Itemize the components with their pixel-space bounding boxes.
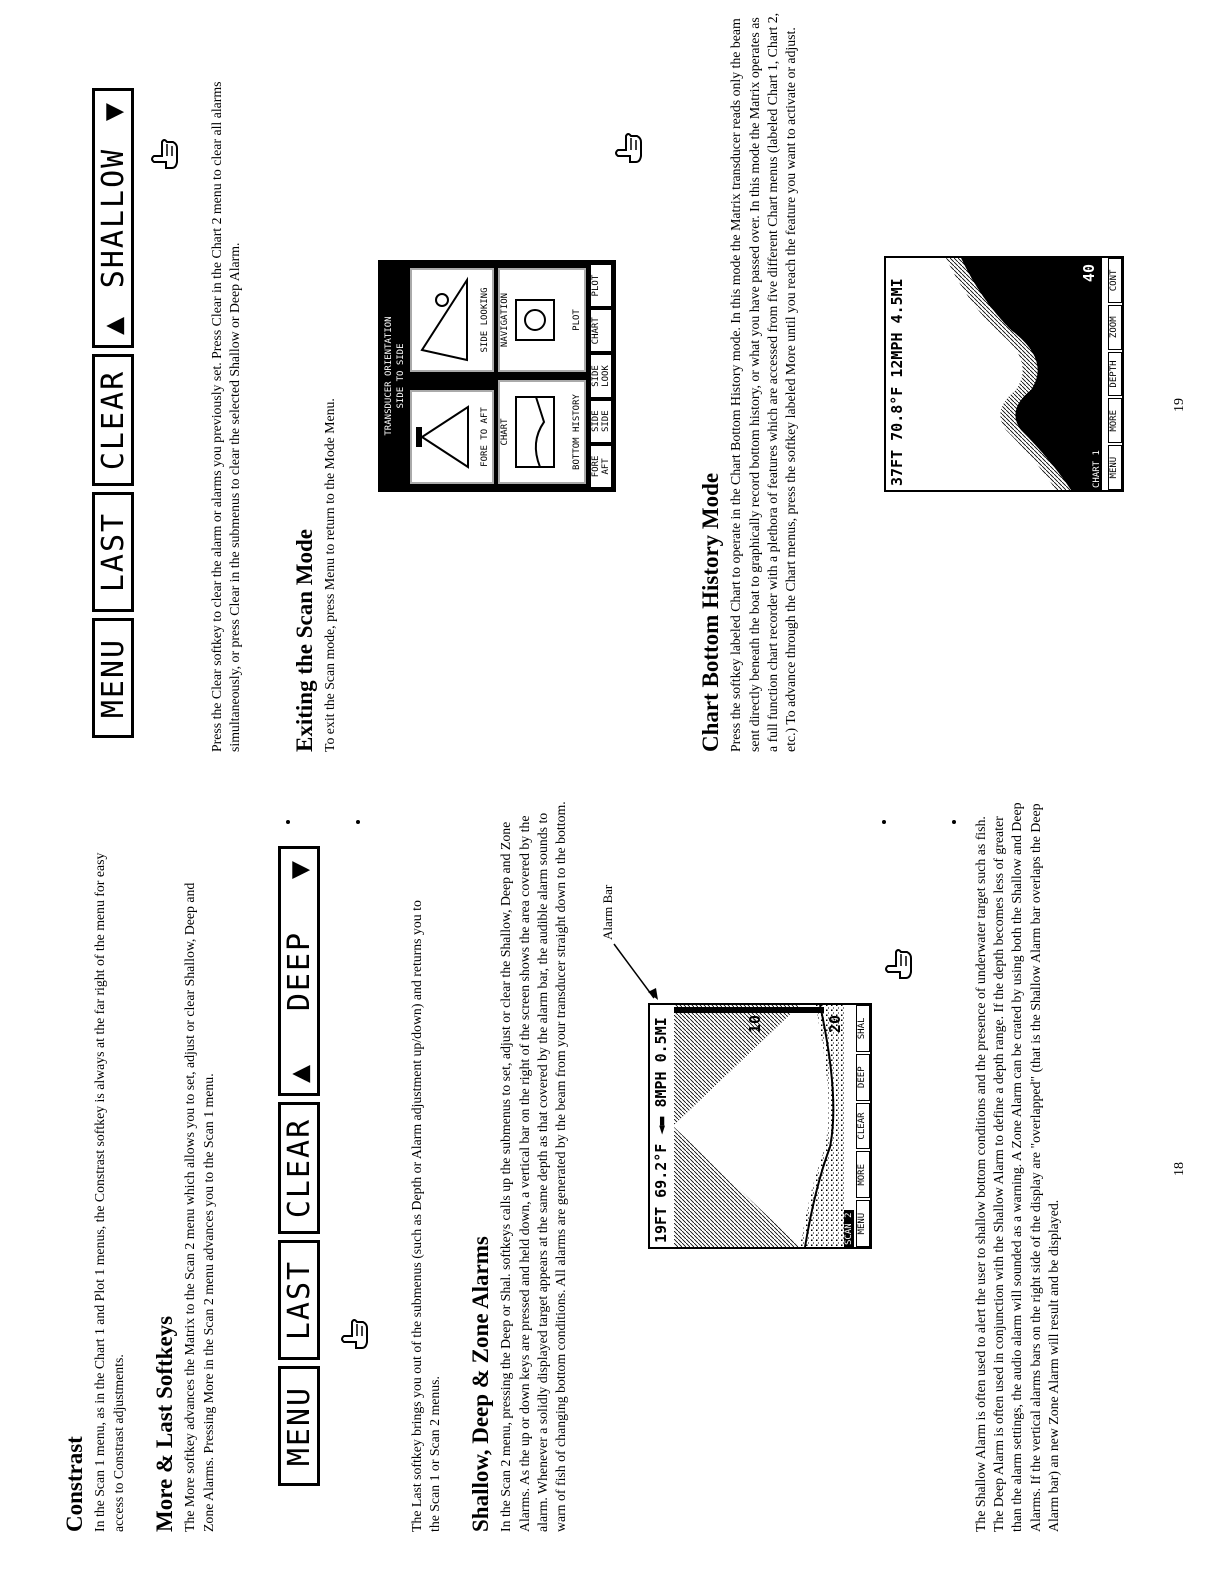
- clear-softkey-2[interactable]: CLEAR: [92, 354, 134, 486]
- binder-hole-mark-3: [882, 820, 886, 824]
- chart-history-section: [698, 12, 800, 752]
- more-last-body: The More softkey advances the Matrix to the Scan 2 menu which allows you to set, adjust or clear Shallow, Deep and Zone Alarms. Pressing More in the Scan 2 menu advances you to the Scan 1 menu.: [182, 882, 216, 1532]
- menu-softkey[interactable]: MENU: [278, 1366, 320, 1486]
- more-last-section: [152, 872, 218, 1532]
- depth-mark-20: 20: [826, 1015, 844, 1034]
- chart-thumbnail-icon: [510, 382, 560, 482]
- fore-aft-tile[interactable]: [410, 390, 494, 484]
- scan2-screen: [648, 1003, 872, 1249]
- scan-clear-button[interactable]: CLEAR: [856, 1103, 870, 1150]
- chart-tile-label: CHART: [500, 418, 510, 446]
- chart-history-body: Press the softkey labeled Chart to operate in the Chart Bottom History mode. In this mode the Matrix transducer reads only the beam sent directly beneath the boat to graphically record bottom history, or what you have passed over. In this mode the Matrix operates as a full function chart recorder with a plethora of features which are accessed from five different Chart menus (labeled Chart 1, Chart 2, etc.) To advance through the Chart menus, press the softkey labeled More until you reach the feature you want to activate or adjust.: [728, 12, 798, 752]
- clear-body: Press the Clear softkey to clear the alarm or alarms you previously set. Press Clear in the Chart 2 menu to clear all alarms simultaneously, or press Clear in the submenus to clear the selected Shallow or Deep Alarm.: [209, 81, 243, 752]
- navigation-tile[interactable]: [498, 268, 586, 372]
- exiting-heading: Exiting the Scan Mode: [292, 529, 317, 752]
- alarm-bar-label: Alarm Bar: [600, 884, 615, 940]
- side-side-button[interactable]: SIDE SIDE: [590, 400, 612, 443]
- side-look-button[interactable]: SIDE LOOK: [590, 354, 612, 397]
- shallow-alarm-body: The Shallow Alarm is often used to alert the user to shallow bottom conditions and the presence of underwater target such as fish. The Deep Alarm is often used in conjunction with the Shallow Alarm to define a depth range. If the depth becomes less of greater than the alarm settings, the audio alarm will sounded as a warning. A Zone Alarm can be crated by using both the Shallow and Deep Alarms. If the vertical alarms bars on the right side of the display are "overlapped" (that is the Shallow Alarm bar overlaps the Deep Alarm bar) an new Zone Alarm will result and be displayed.: [973, 802, 1061, 1532]
- chart1-screen: [884, 256, 1124, 492]
- last-section: [408, 892, 444, 1532]
- fore-to-aft-label: FORE TO AFT: [480, 407, 490, 467]
- alarms-body: In the Scan 2 menu, pressing the Deep or Shal. softkeys calls up the submenus to set, adjust or clear the Shallow, Deep and Zone Alarms. As the up or down keys are pressed and held down, a vertical bar on the right of the screen shows the area covered by the alarm. Whenever a solidly displayed target appears at the same depth as that covered by the alarm bar, the audible alarm sounds to warn of fish of changing bottom conditions. All alarms are generated by the beam from your transducer straight down to the bottom.: [498, 801, 568, 1532]
- chart1-softkey-bar: [1108, 258, 1122, 490]
- fore-aft-button[interactable]: FORE AFT: [590, 445, 612, 488]
- menu-softkey-2[interactable]: MENU: [92, 618, 134, 738]
- scan-menu-button[interactable]: MENU: [856, 1200, 870, 1247]
- clear-section: [208, 52, 244, 752]
- bottom-history-label: BOTTOM HISTORY: [572, 394, 582, 470]
- chart-button[interactable]: CHART: [590, 309, 612, 352]
- alarm-bar-pointer-line: [612, 942, 660, 1002]
- side-looking-tile[interactable]: [410, 268, 494, 372]
- pointing-hand-icon: [336, 1314, 370, 1352]
- alarms-section: [468, 792, 570, 1532]
- constrast-heading: Constrast: [62, 1436, 87, 1532]
- mode-menu-subtitle: SIDE TO SIDE: [396, 343, 406, 409]
- softkey-row-deep: [278, 846, 320, 1486]
- binder-hole-mark-2: [356, 820, 360, 824]
- scan-more-button[interactable]: MORE: [856, 1151, 870, 1198]
- chart-depth-button[interactable]: DEPTH: [1108, 352, 1122, 397]
- depth-mark-10: 10: [746, 1015, 764, 1034]
- softkey-row-shallow: [92, 88, 134, 738]
- scan2-menu-label: SCAN 2: [844, 1212, 854, 1245]
- binder-hole-mark: [286, 820, 290, 824]
- scan-status-bar: 19FT 69.2°F ◄▬ 8MPH 0.5MI: [652, 1017, 670, 1243]
- page-number-19: 19: [1172, 398, 1187, 412]
- deep-label: DEEP: [281, 930, 317, 1012]
- chart-status-bar: 37FT 70.8°F 12MPH 4.5MI: [888, 278, 906, 486]
- binder-hole-mark-4: [952, 820, 956, 824]
- deep-softkey[interactable]: [278, 846, 320, 1096]
- pointing-hand-icon-3: [146, 134, 180, 172]
- boat-cone-icon: [412, 392, 472, 482]
- page-number-18: 18: [1172, 1162, 1187, 1176]
- last-softkey-2[interactable]: LAST: [92, 492, 134, 612]
- mode-menu-softkey-bar: [590, 264, 612, 488]
- chart-menu-button[interactable]: MENU: [1108, 445, 1122, 490]
- pointing-hand-icon-4: [610, 128, 644, 166]
- chart-history-heading: Chart Bottom History Mode: [698, 472, 723, 752]
- exiting-body: To exit the Scan mode, press Menu to return to the Mode Menu.: [322, 398, 338, 752]
- side-looking-label: SIDE LOOKING: [480, 287, 490, 353]
- scan-deep-button[interactable]: DEEP: [856, 1054, 870, 1101]
- constrast-section: [62, 832, 128, 1532]
- down-arrow-icon: ▼: [281, 859, 317, 880]
- side-looking-icon: [412, 270, 472, 370]
- chart-zoom-button[interactable]: ZOOM: [1108, 305, 1122, 350]
- more-last-heading: More & Last Softkeys: [152, 1315, 177, 1532]
- scan-sonar-cone: [650, 1005, 870, 1247]
- shallow-softkey[interactable]: [92, 88, 134, 348]
- alarms-heading: Shallow, Deep & Zone Alarms: [468, 1236, 493, 1532]
- page-18: [0, 792, 1224, 1584]
- last-body: The Last softkey brings you out of the submenus (such as Depth or Alarm adjustment up/down) and returns you to the Scan 1 or Scan 2 menus.: [409, 900, 443, 1532]
- scan-shal-button[interactable]: SHAL: [856, 1005, 870, 1052]
- mode-menu-title: TRANSDUCER ORIENTATION: [384, 316, 394, 436]
- plot-label: PLOT: [572, 309, 582, 331]
- chart-more-button[interactable]: MORE: [1108, 398, 1122, 443]
- chart-bottom-profile: [886, 258, 1122, 490]
- chart1-menu-label: CHART 1: [1092, 450, 1102, 488]
- shallow-alarm-section: [972, 792, 1063, 1532]
- navigation-label: NAVIGATION: [500, 292, 510, 348]
- chart-depth-mark-40: 40: [1080, 264, 1098, 283]
- down-arrow-icon-2: ▼: [95, 101, 131, 122]
- up-arrow-icon: ▲: [281, 1062, 317, 1083]
- scan2-softkey-bar: [856, 1005, 870, 1247]
- plot-button[interactable]: PLOT: [590, 264, 612, 307]
- shallow-label: SHALLOW: [95, 147, 131, 289]
- last-softkey[interactable]: LAST: [278, 1240, 320, 1360]
- mode-menu-screen: [378, 260, 616, 492]
- chart-tile[interactable]: [498, 380, 586, 484]
- constrast-body: In the Scan 1 menu, as in the Chart 1 and Plot 1 menus, the Constrast softkey is always at the far right of the menu for easy access to Constrast adjustments.: [92, 852, 126, 1532]
- exiting-section: [292, 112, 340, 752]
- chart-cont-button[interactable]: CONT: [1108, 258, 1122, 303]
- compass-icon: [510, 270, 560, 370]
- clear-softkey[interactable]: CLEAR: [278, 1102, 320, 1234]
- up-arrow-icon-2: ▲: [95, 314, 131, 335]
- pointing-hand-icon-2: [880, 944, 914, 982]
